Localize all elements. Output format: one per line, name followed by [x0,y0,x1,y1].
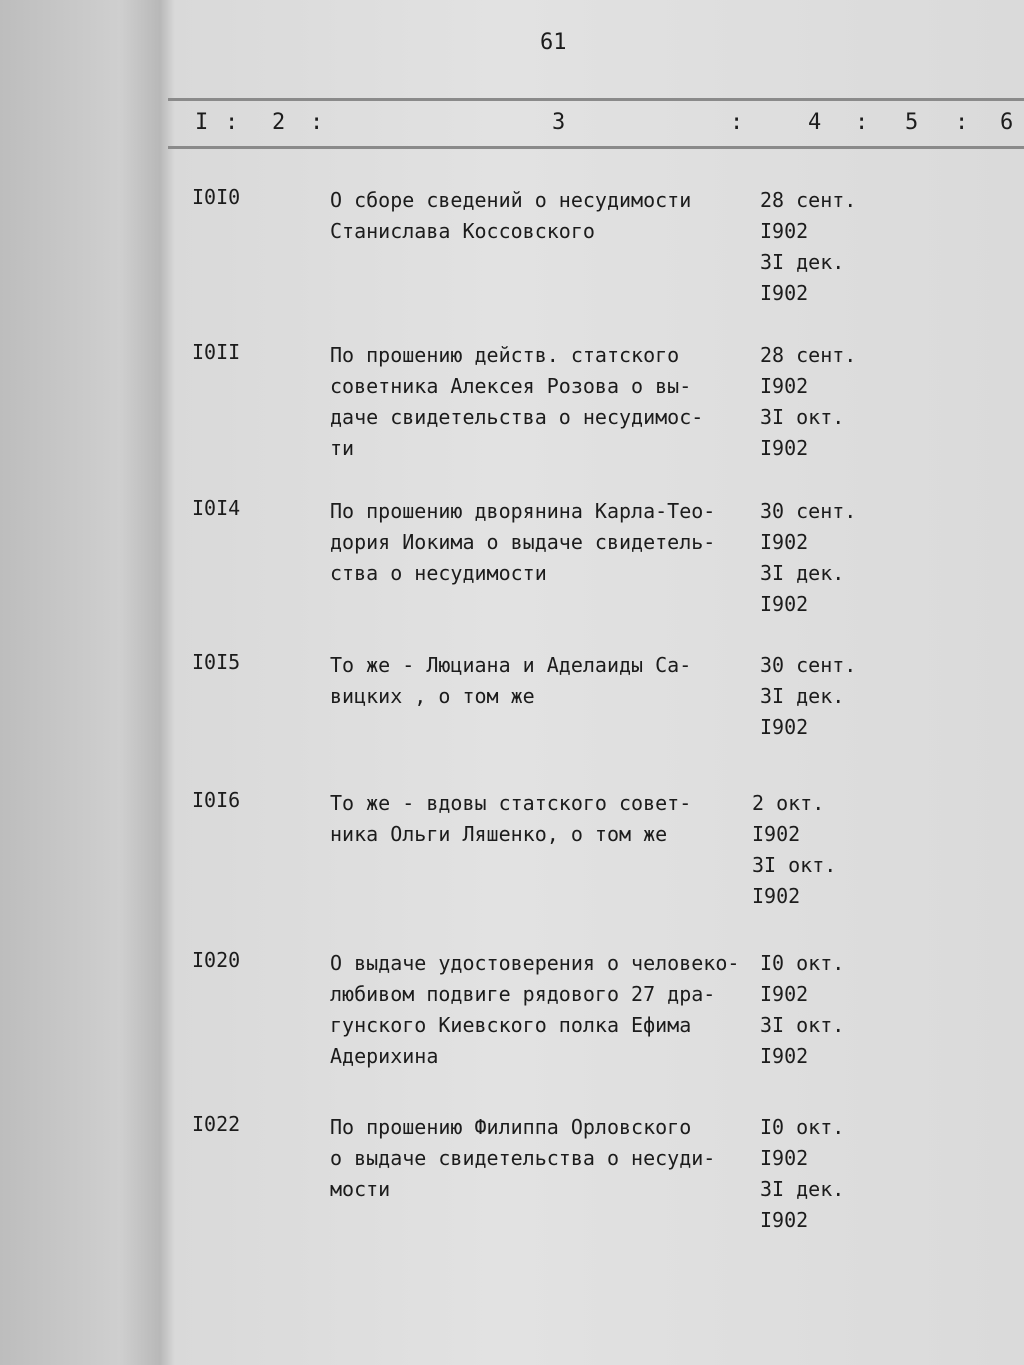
date-line: 3I окт. [760,1013,845,1037]
column-3-header: 3 [552,110,566,135]
entry-number: I0I0 [192,185,241,209]
entry-number: I0I5 [192,650,241,674]
date-line: I902 [760,1146,809,1170]
date-line: I902 [760,436,809,460]
description-line: ника Ольги Ляшенко, о том же [330,822,668,846]
date-line: I902 [760,1044,809,1068]
description-line: ти [330,436,355,460]
date-line: I902 [760,530,809,554]
description-line: гунского Киевского полка Ефима [330,1013,692,1037]
description-line: По прошению дворянина Карла-Тео- [330,499,716,523]
description-line: о выдаче свидетельства о несуди- [330,1146,716,1170]
entry-description [330,340,703,464]
column-6-header: 6 [1000,110,1014,135]
column-4-header: 4 [808,110,822,135]
description-line: О сборе сведений о несудимости [330,188,692,212]
date-line: I902 [760,982,809,1006]
column-separator: : [225,110,239,135]
description-line: любивом подвиге рядового 27 дра- [330,982,716,1006]
description-line: То же - Люциана и Аделаиды Са- [330,653,692,677]
description-line: То же - вдовы статского совет- [330,791,692,815]
description-line: Адерихина [330,1044,439,1068]
entry-number: I020 [192,948,241,972]
entry-description [330,185,691,247]
description-line: О выдаче удостоверения о человеко- [330,951,740,975]
date-line: 3I дек. [760,561,845,585]
description-line: советника Алексея Розова о вы- [330,374,692,398]
column-5-header: 5 [905,110,919,135]
date-line: 3I дек. [760,250,845,274]
description-line: дория Иокима о выдаче свидетель- [330,530,716,554]
date-line: 3I окт. [760,405,845,429]
entry-dates [752,788,836,912]
entry-dates [760,1112,844,1236]
description-line: ства о несудимости [330,561,547,585]
entry-number: I0I4 [192,496,241,520]
entry-description [330,1112,715,1205]
entry-description [330,496,715,589]
header-top-rule [168,98,1024,101]
description-line: вицких , о том же [330,684,535,708]
page-number: 61 [540,30,567,55]
entry-dates [760,185,856,309]
date-line: I0 окт. [760,1115,845,1139]
date-line: 30 сент. [760,499,857,523]
entry-dates [760,496,856,620]
entry-dates [760,948,844,1072]
column-1-header: I [195,110,209,135]
date-line: I902 [752,822,801,846]
column-separator: : [955,110,969,135]
date-line: I902 [760,715,809,739]
date-line: 28 сент. [760,343,857,367]
entry-description [330,788,691,850]
date-line: I0 окт. [760,951,845,975]
date-line: I902 [752,884,801,908]
date-line: I902 [760,219,809,243]
date-line: I902 [760,1208,809,1232]
date-line: 3I окт. [752,853,837,877]
entry-description [330,650,691,712]
description-line: мости [330,1177,391,1201]
date-line: I902 [760,374,809,398]
date-line: I902 [760,592,809,616]
entry-dates [760,340,856,464]
entry-number: I0I6 [192,788,241,812]
column-separator: : [730,110,744,135]
description-line: По прошению Филиппа Орловского [330,1115,692,1139]
column-2-header: 2 [272,110,286,135]
description-line: По прошению действ. статского [330,343,680,367]
entry-description [330,948,739,1072]
header-bottom-rule [168,146,1024,149]
date-line: I902 [760,281,809,305]
date-line: 3I дек. [760,1177,845,1201]
date-line: 28 сент. [760,188,857,212]
entry-number: I0II [192,340,241,364]
description-line: даче свидетельства о несудимос- [330,405,704,429]
entry-number: I022 [192,1112,241,1136]
date-line: 30 сент. [760,653,857,677]
entry-dates [760,650,856,743]
column-separator: : [855,110,869,135]
date-line: 2 окт. [752,791,825,815]
date-line: 3I дек. [760,684,845,708]
description-line: Станислава Коссовского [330,219,595,243]
column-separator: : [310,110,324,135]
